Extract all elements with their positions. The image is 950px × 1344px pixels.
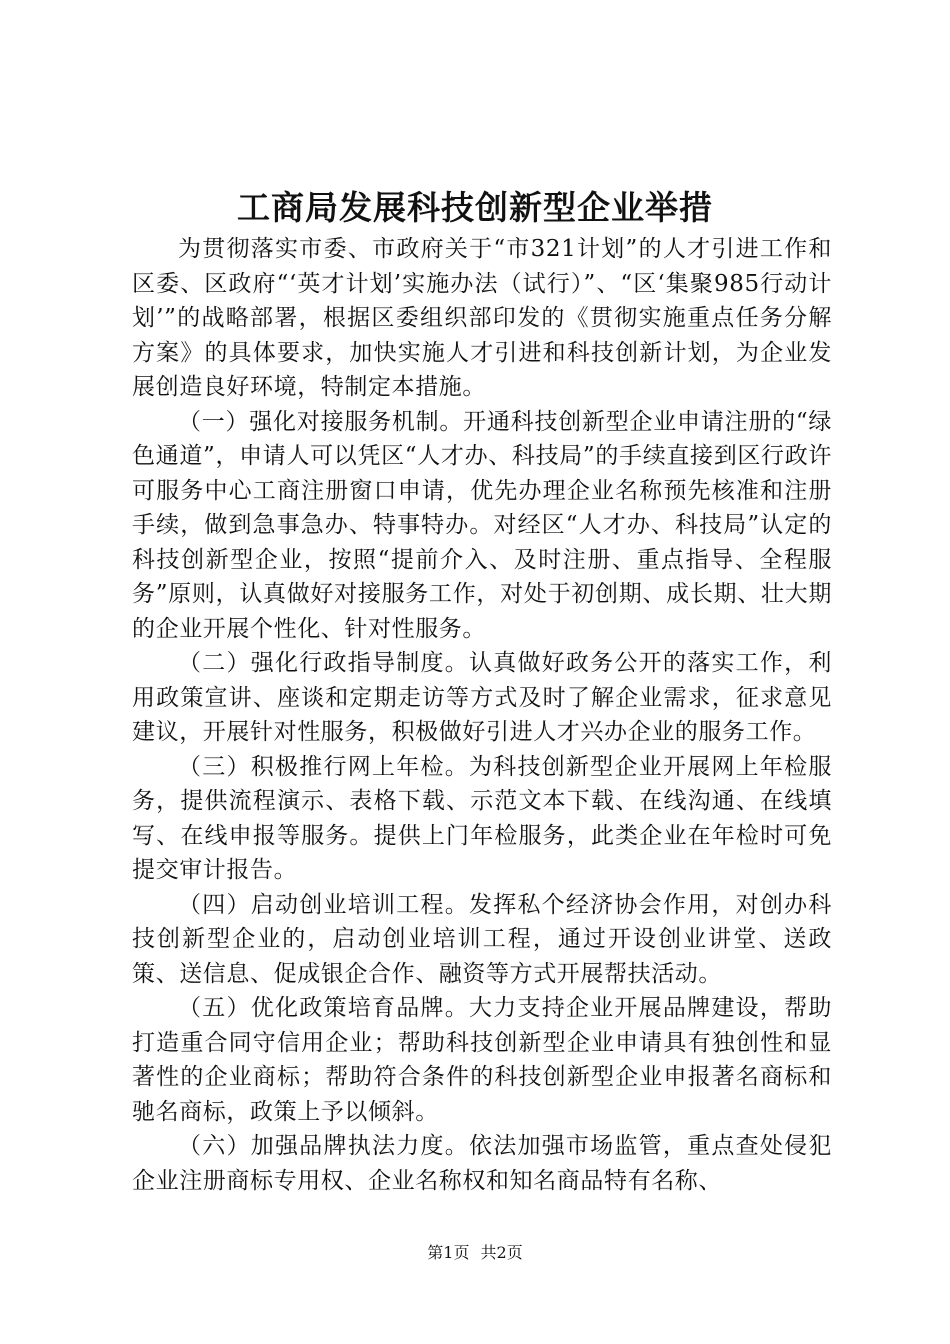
paragraph-item-2: （二）强化行政指导制度。认真做好政务公开的落实工作，利用政策宣讲、座谈和定期走访等方式及时了解企业需求，征求意见建议，开展针对性服务，积极做好引进人才兴办企业的服务工作。 bbox=[132, 650, 832, 745]
page-footer bbox=[0, 1242, 950, 1264]
paragraph-item-3: （三）积极推行网上年检。为科技创新型企业开展网上年检服务，提供流程演示、表格下载、示范文本下载、在线沟通、在线填写、在线申报等服务。提供上门年检服务，此类企业在年检时可免提交审计报告。 bbox=[132, 753, 832, 883]
paragraph-intro: 为贯彻落实市委、市政府关于“市321计划”的人才引进工作和区委、区政府“‘英才计划’实施办法（试行）”、“区‘集聚985行动计划’”的战略部署，根据区委组织部印发的《贯彻实施重点任务分解方案》的具体要求，加快实施人才引进和科技创新计划，为企业发展创造良好环境，特制定本措施。 bbox=[132, 236, 832, 400]
paragraph-item-4: （四）启动创业培训工程。发挥私个经济协会作用，对创办科技创新型企业的，启动创业培训工程，通过开设创业讲堂、送政策、送信息、促成银企合作、融资等方式开展帮扶活动。 bbox=[132, 891, 832, 987]
page-number: 第1页 bbox=[427, 1243, 470, 1262]
paragraph-item-5: （五）优化政策培育品牌。大力支持企业开展品牌建设，帮助打造重合同守信用企业；帮助科技创新型企业申请具有独创性和显著性的企业商标；帮助符合条件的科技创新型企业申报著名商标和驰名商标，政策上予以倾斜。 bbox=[132, 995, 832, 1125]
document-body bbox=[132, 232, 832, 1198]
paragraph-item-1: （一）强化对接服务机制。开通科技创新型企业申请注册的“绿色通道”，申请人可以凭区“人才办、科技局”的手续直接到区行政许可服务中心工商注册窗口申请，优先办理企业名称预先核准和注册手续，做到急事急办、特事特办。对经区“人才办、科技局”认定的科技创新型企业，按照“提前介入、及时注册、重点指导、全程服务”原则，认真做好对接服务工作，对处于初创期、成长期、壮大期的企业开展个性化、针对性服务。 bbox=[132, 408, 832, 642]
page-total: 共2页 bbox=[480, 1243, 523, 1262]
document-title: 工商局发展科技创新型企业举措 bbox=[237, 188, 713, 227]
paragraph-item-6: （六）加强品牌执法力度。依法加强市场监管，重点查处侵犯企业注册商标专用权、企业名称权和知名商品特有名称、 bbox=[132, 1133, 832, 1194]
